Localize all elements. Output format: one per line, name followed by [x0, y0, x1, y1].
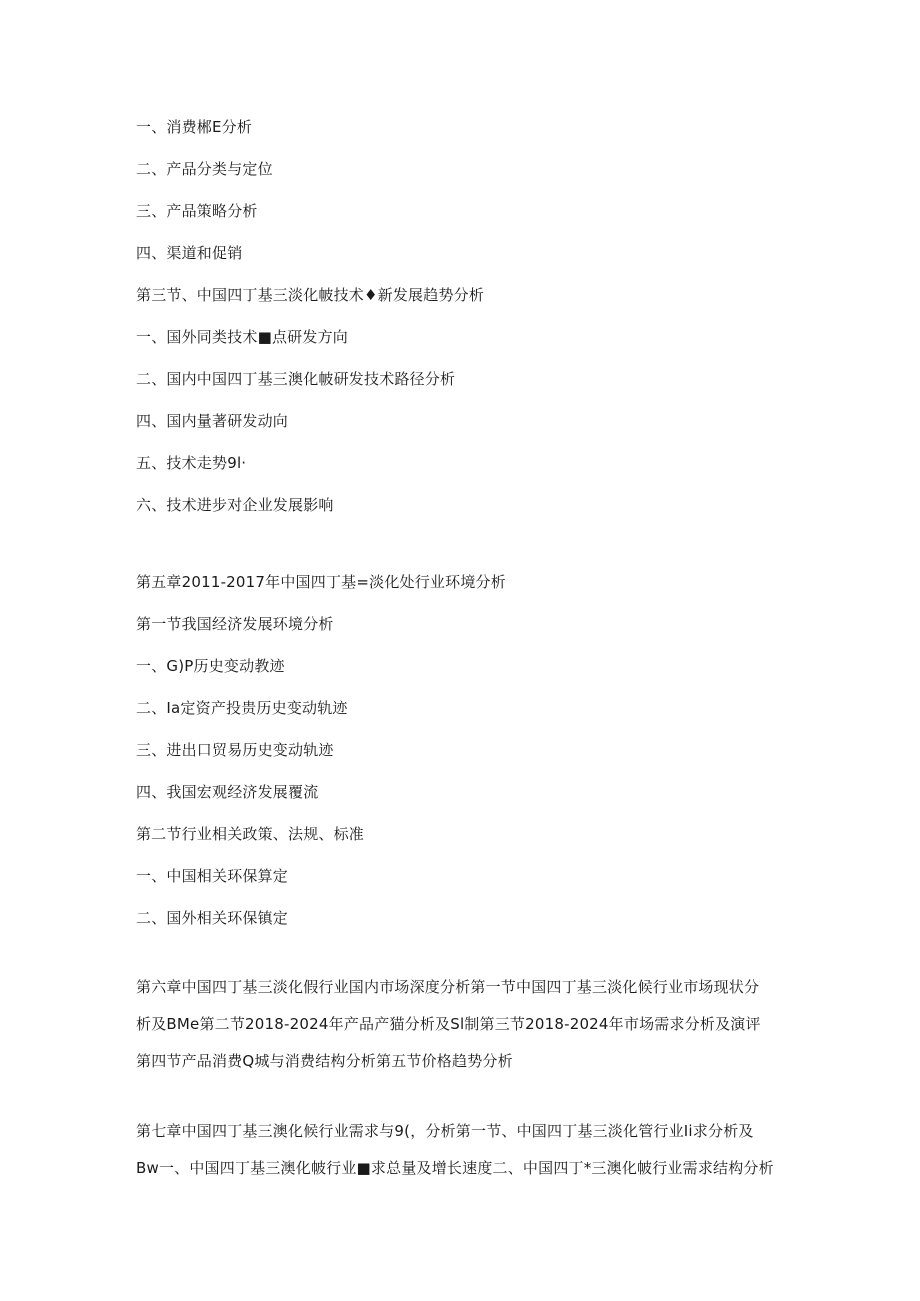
- toc-line-17: 第二节行业相关政策、法规、标准: [136, 825, 365, 843]
- toc-line-8: 四、国内量著研发动向: [136, 412, 289, 430]
- toc-line-21: 析及BMe第二节2018-2024年产品产猫分析及Sl制第三节2018-2024年市场需求分析及演评: [136, 1015, 761, 1033]
- toc-line-18: 一、中国相关环保算定: [136, 867, 289, 885]
- toc-line-7: 二、国内中国四丁基三澳化帔研发技术路径分析: [136, 370, 456, 388]
- toc-line-5: 第三节、中国四丁基三淡化帔技术♦新发展趋势分析: [136, 286, 485, 304]
- toc-line-9: 五、技术走势9l·: [136, 454, 247, 472]
- toc-line-6: 一、国外同类技术■点研发方向: [136, 328, 348, 346]
- toc-line-24: Bw一、中国四丁基三澳化帔行业■求总量及增长速度二、中国四丁*三澳化帔行业需求结构分析: [136, 1159, 774, 1177]
- toc-line-13: 一、G)P历史变动教迹: [136, 657, 285, 675]
- toc-line-14: 二、Ia定资产投贵历史变动轨迹: [136, 699, 348, 717]
- toc-line-4: 四、渠道和促销: [136, 244, 243, 262]
- toc-line-3: 三、产品策略分析: [136, 202, 258, 220]
- toc-line-23: 第七章中国四丁基三澳化候行业需求与9(，分析第一节、中国四丁基三淡化管行业Ii求分析及: [136, 1122, 754, 1140]
- toc-line-11: 第五章2011-2017年中国四丁基=淡化处行业环境分析: [136, 573, 506, 591]
- toc-line-2: 二、产品分类与定位: [136, 160, 273, 178]
- toc-line-15: 三、进出口贸易历史变动轨迹: [136, 741, 334, 759]
- toc-line-16: 四、我国宏观经济发展覆流: [136, 783, 319, 801]
- toc-line-22: 第四节产品消费Q城与消费结构分析第五节价格趋势分析: [136, 1052, 513, 1070]
- toc-line-1: 一、消费郴E分析: [136, 118, 253, 136]
- toc-line-20: 第六章中国四丁基三淡化假行业国内市场深度分析第一节中国四丁基三淡化候行业市场现状分: [136, 978, 760, 996]
- toc-line-10: 六、技术进步对企业发展影响: [136, 496, 334, 514]
- toc-line-19: 二、国外相关环保镇定: [136, 909, 289, 927]
- toc-line-12: 第一节我国经济发展环境分析: [136, 615, 334, 633]
